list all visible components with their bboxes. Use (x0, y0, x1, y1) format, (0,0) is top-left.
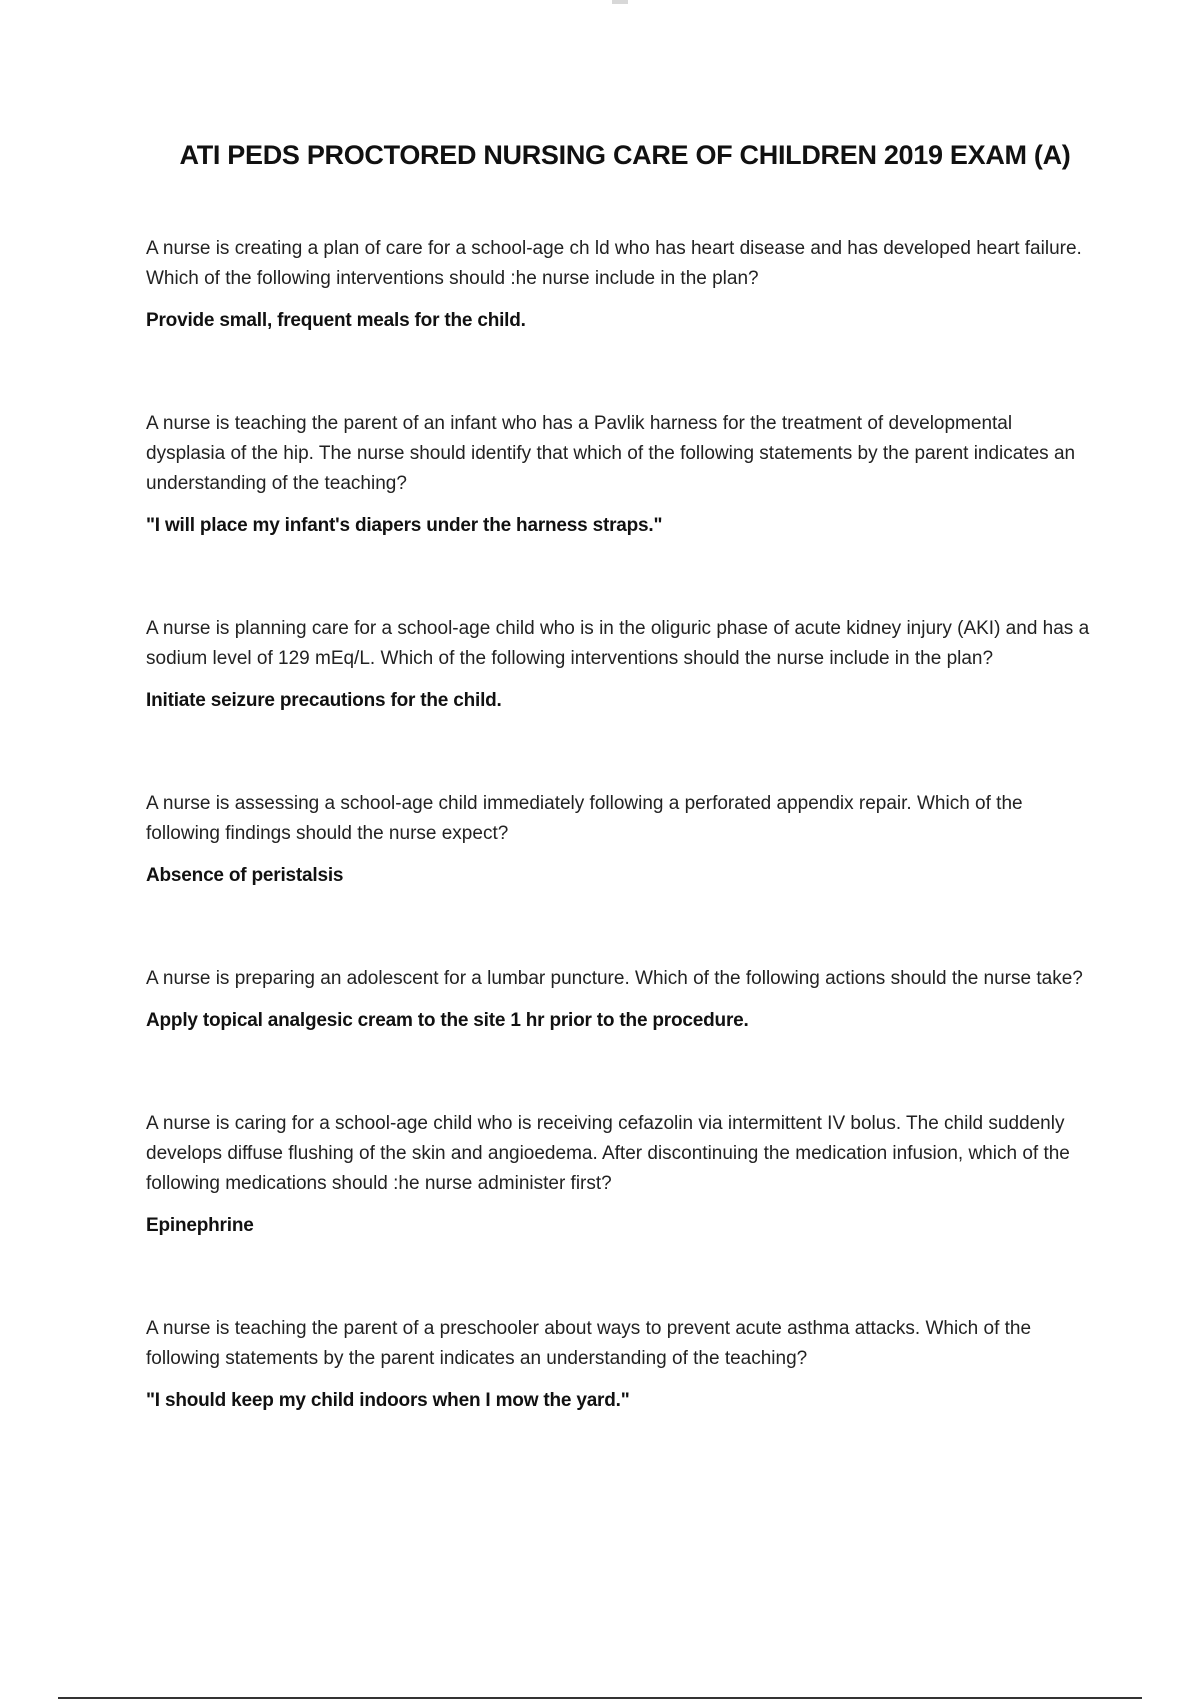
question-text: A nurse is planning care for a school-age child who is in the oliguric phase of acute kidney injury (AKI) and has a sodium level of 129 mEq/L. Which of the following interventions should the nurse include in the plan? (146, 618, 1090, 669)
question-text: A nurse is teaching the parent of an infant who has a Pavlik harness for the treatment of developmental dysplasia of the hip. The nurse should identify that which of the following statements by the parent indicates an understanding of the teaching? (146, 413, 1076, 494)
answer-text: Absence of peristalsis (146, 865, 344, 886)
answer-text: "I should keep my child indoors when I mow the yard." (146, 1390, 630, 1411)
page-bottom-rule (58, 1697, 1142, 1699)
qa-item-5 (146, 964, 1096, 1034)
question-list (146, 234, 1096, 1489)
qa-item-2 (146, 409, 1096, 539)
question-text: A nurse is preparing an adolescent for a lumbar puncture. Which of the following actions should the nurse take? (146, 968, 1083, 989)
question-text: A nurse is creating a plan of care for a school-age ch ld who has heart disease and has developed heart failure. Which of the following interventions should :he nurse include in the plan? (146, 238, 1082, 289)
answer-text: Epinephrine (146, 1215, 254, 1236)
answer-text: Apply topical analgesic cream to the site 1 hr prior to the procedure. (146, 1010, 749, 1031)
qa-item-3 (146, 614, 1096, 714)
answer-text: "I will place my infant's diapers under the harness straps." (146, 515, 663, 536)
page-top-mark (612, 0, 628, 4)
question-text: A nurse is caring for a school-age child who is receiving cefazolin via intermittent IV bolus. The child suddenly develops diffuse flushing of the skin and angioedema. After discontinuing the medication infusion, which of the following medications should :he nurse administer first? (146, 1113, 1070, 1194)
question-text: A nurse is assessing a school-age child immediately following a perforated appendix repair. Which of the following findings should the nurse expect? (146, 793, 1023, 844)
page-title: ATI PEDS PROCTORED NURSING CARE OF CHILDREN 2019 EXAM (A) (179, 140, 1071, 170)
answer-text: Provide small, frequent meals for the child. (146, 310, 526, 331)
qa-item-1 (146, 234, 1096, 334)
answer-text: Initiate seizure precautions for the child. (146, 690, 502, 711)
qa-item-7 (146, 1314, 1096, 1414)
qa-item-4 (146, 789, 1096, 889)
qa-item-6 (146, 1109, 1096, 1239)
question-text: A nurse is teaching the parent of a preschooler about ways to prevent acute asthma attacks. Which of the following statements by the parent indicates an understanding of the teaching? (146, 1318, 1032, 1369)
